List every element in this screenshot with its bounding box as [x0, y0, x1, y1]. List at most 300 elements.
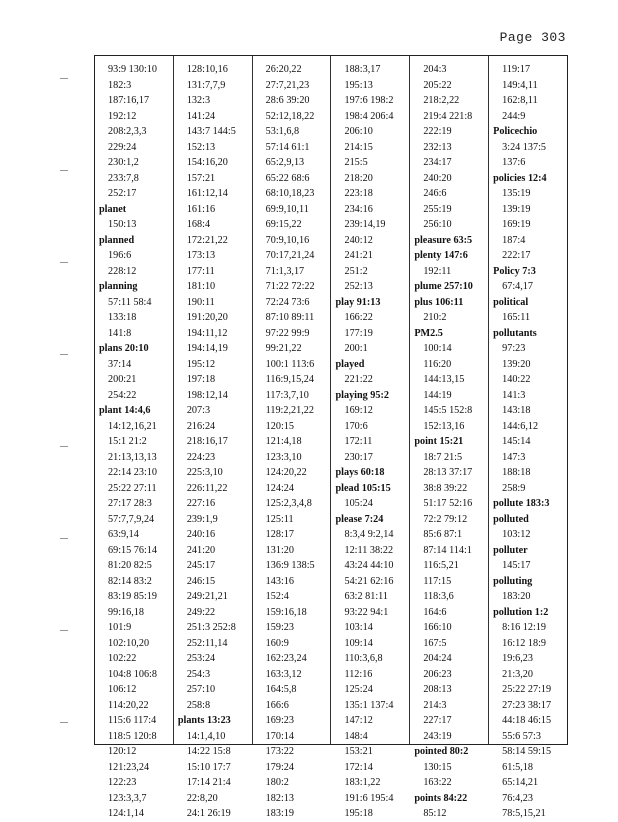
index-locator: 78:5,15,21 — [502, 808, 546, 819]
index-locator: 179:24 — [265, 761, 294, 773]
index-locator: 240:20 — [423, 172, 452, 184]
index-locator: 187:16,17 — [108, 95, 150, 106]
index-locator: 70:9,10,16 — [265, 234, 310, 246]
index-locator: 76:4,23 — [502, 792, 533, 804]
index-locator: 195:18 — [344, 808, 373, 819]
index-locator: 222:17 — [502, 250, 531, 261]
index-locator: 102:10,20 — [108, 637, 150, 649]
index-locator: 44:18 46:15 — [502, 715, 552, 726]
index-locator: 233:7,8 — [108, 172, 139, 184]
index-locator: 140:22 — [502, 374, 531, 385]
index-locator: 130:15 — [423, 761, 452, 773]
index-locator: 65:14,21 — [502, 777, 539, 788]
index-locator: 128:10,16 — [186, 64, 228, 75]
index-locator: 65:22 68:6 — [265, 172, 310, 184]
index-locator: 145:14 — [502, 436, 531, 447]
index-locator: 164:6 — [423, 606, 447, 618]
index-locator: 17:14 21:4 — [186, 777, 231, 788]
index-locator: 207:3 — [186, 405, 211, 416]
index-locator: 252:11,14 — [186, 637, 228, 649]
index-locator: 177:19 — [344, 327, 373, 339]
index-locator: 255:19 — [423, 203, 452, 215]
index-locator: 229:24 — [108, 141, 137, 153]
index-locator: 99:16,18 — [108, 606, 144, 618]
index-locator: 15:1 21:2 — [108, 436, 147, 447]
margin-tick — [60, 354, 68, 355]
index-locator: 252:17 — [108, 188, 137, 199]
index-headword: plenty 147:6 — [414, 250, 468, 261]
index-locator: 152:13,16 — [423, 420, 465, 432]
index-locator: 168:4 — [186, 219, 211, 230]
index-locator: 55:6 57:3 — [502, 730, 541, 742]
index-locator: 234:17 — [423, 157, 452, 168]
index-locator: 154:16,20 — [186, 157, 228, 168]
index-locator: 145:17 — [502, 560, 531, 571]
index-locator: 105:24 — [344, 498, 373, 509]
index-locator: 72:24 73:6 — [265, 296, 310, 308]
index-locator: 54:21 62:16 — [344, 575, 394, 587]
index-locator: 254:22 — [108, 389, 137, 401]
index-locator: 181:10 — [186, 281, 216, 292]
index-locator: 97:22 99:9 — [265, 327, 310, 339]
index-locator: 218:2,22 — [423, 95, 460, 106]
index-locator: 52:12,18,22 — [265, 110, 315, 122]
index-locator: 245:17 — [186, 560, 216, 571]
index-locator: 25:22 27:11 — [108, 482, 157, 494]
index-locator: 170:14 — [265, 730, 294, 742]
index-column-1 — [95, 56, 173, 819]
index-locator: 116:9,15,24 — [265, 374, 314, 385]
index-locator: 53:1,6,8 — [265, 126, 300, 137]
index-locator: 153:21 — [344, 746, 373, 757]
index-locator: 117:3,7,10 — [265, 389, 309, 401]
index-locator: 232:13 — [423, 141, 452, 153]
index-locator: 252:13 — [344, 281, 373, 292]
index-headword: plead 105:15 — [335, 482, 391, 494]
index-locator: 24:1 26:19 — [186, 808, 231, 819]
index-locator: 121:4,18 — [265, 436, 302, 447]
index-locator: 118:3,6 — [423, 591, 454, 602]
index-locator: 57:14 61:1 — [265, 141, 310, 153]
index-locator: 183:20 — [502, 591, 531, 602]
index-locator: 14:1,4,10 — [186, 730, 226, 742]
index-locator: 163:22 — [423, 777, 452, 788]
margin-tick — [60, 78, 68, 79]
index-locator: 173:22 — [265, 746, 294, 757]
index-locator: 104:8 106:8 — [108, 668, 157, 680]
index-locator: 147:12 — [344, 715, 373, 726]
index-locator: 177:11 — [186, 265, 215, 277]
index-locator: 116:20 — [423, 358, 452, 370]
index-locator: 241:20 — [186, 544, 216, 556]
index-locator: 197:18 — [186, 374, 216, 385]
index-locator: 81:20 82:5 — [108, 560, 152, 571]
index-headword: plume 257:10 — [414, 281, 473, 292]
index-locator: 120:12 — [108, 746, 137, 757]
index-locator: 227:16 — [186, 498, 216, 509]
index-locator: 191:20,20 — [186, 312, 228, 323]
index-locator: 246:6 — [423, 188, 447, 199]
index-headword: Policy 7:3 — [493, 265, 536, 277]
index-locator: 99:21,22 — [265, 343, 302, 354]
index-locator: 3:24 137:5 — [502, 141, 547, 153]
index-locator: 157:21 — [186, 172, 216, 184]
index-locator: 251:3 252:8 — [186, 622, 236, 633]
index-locator: 143:7 144:5 — [186, 126, 236, 137]
index-locator: 21:3,20 — [502, 668, 533, 680]
index-locator: 215:5 — [344, 157, 368, 168]
index-locator: 85:6 87:1 — [423, 529, 463, 540]
index-locator: 123:3,10 — [265, 451, 302, 463]
index-locator: 182:3 — [108, 79, 132, 91]
index-column-2 — [173, 56, 252, 819]
index-locator: 164:5,8 — [265, 684, 297, 695]
index-locator: 249:21,21 — [186, 591, 228, 602]
index-headword: plans 20:10 — [99, 343, 149, 354]
index-locator: 131:7,7,9 — [186, 79, 226, 91]
index-locator: 131:20 — [265, 544, 294, 556]
index-locator: 239:14,19 — [344, 219, 386, 230]
index-locator: 145:5 152:8 — [423, 405, 473, 416]
index-locator: 241:21 — [344, 250, 373, 261]
index-locator: 125:2,3,4,8 — [265, 498, 312, 509]
index-locator: 195:12 — [186, 358, 216, 370]
index-locator: 141:24 — [186, 110, 216, 122]
index-locator: 61:5,18 — [502, 761, 533, 773]
index-locator: 172:21,22 — [186, 234, 228, 246]
index-locator: 100:14 — [423, 343, 452, 354]
index-headword: political — [493, 296, 529, 308]
index-locator: 115:6 117:4 — [108, 715, 157, 726]
index-locator: 258:8 — [186, 699, 211, 711]
index-locator: 93:9 130:10 — [108, 64, 157, 75]
index-locator: 120:15 — [265, 420, 294, 432]
index-locator: 204:3 — [423, 64, 447, 75]
index-headword: pollute 183:3 — [493, 498, 550, 509]
index-locator: 165:11 — [502, 312, 531, 323]
index-locator: 192:12 — [108, 110, 137, 122]
index-locator: 221:22 — [344, 374, 373, 385]
index-locator: 22:8,20 — [186, 792, 218, 804]
index-locator: 14:22 15:8 — [186, 746, 231, 757]
index-locator: 112:16 — [344, 668, 373, 680]
index-locator: 258:9 — [502, 482, 526, 494]
index-locator: 222:19 — [423, 126, 452, 137]
index-locator: 198:4 206:4 — [344, 110, 394, 122]
index-locator: 240:16 — [186, 529, 216, 540]
index-locator: 18:7 21:5 — [423, 451, 463, 463]
index-locator: 67:4,17 — [502, 281, 533, 292]
index-locator: 256:10 — [423, 219, 452, 230]
index-headword: plays 60:18 — [335, 467, 385, 478]
index-locator: 150:13 — [108, 219, 137, 230]
index-locator: 161:12,14 — [186, 188, 228, 199]
index-locator: 144:6,12 — [502, 420, 539, 432]
index-locator: 206:23 — [423, 668, 452, 680]
index-locator: 188:3,17 — [344, 64, 381, 75]
index-locator: 166:10 — [423, 622, 452, 633]
index-headword: plus 106:11 — [414, 296, 464, 308]
index-locator: 194:14,19 — [186, 343, 228, 354]
index-locator: 43:24 44:10 — [344, 560, 394, 571]
index-headword: plants 13:23 — [177, 715, 231, 726]
index-locator: 172:11 — [344, 436, 373, 447]
index-locator: 103:14 — [344, 622, 373, 633]
index-locator: 208:2,3,3 — [108, 126, 147, 137]
index-locator: 192:11 — [423, 265, 452, 277]
index-locator: 97:23 — [502, 343, 526, 354]
word-index-table — [94, 55, 568, 819]
index-headword: planned — [99, 234, 135, 246]
index-locator: 57:11 58:4 — [108, 296, 152, 308]
index-locator: 253:24 — [186, 653, 216, 664]
index-locator: 103:12 — [502, 529, 531, 540]
index-locator: 141:8 — [108, 327, 132, 339]
index-locator: 169:19 — [502, 219, 531, 230]
index-locator: 58:14 59:15 — [502, 746, 552, 757]
index-locator: 100:1 113:6 — [265, 358, 315, 370]
index-locator: 162:8,11 — [502, 95, 538, 106]
index-locator: 170:6 — [344, 420, 368, 432]
index-locator: 124:20,22 — [265, 467, 307, 478]
index-locator: 195:13 — [344, 79, 373, 91]
index-headword: pointed 80:2 — [414, 746, 469, 757]
margin-tick — [60, 722, 68, 723]
index-locator: 124:1,14 — [108, 808, 144, 819]
index-locator: 102:22 — [108, 653, 137, 664]
index-locator: 169:12 — [344, 405, 373, 416]
index-locator: 200:1 — [344, 343, 368, 354]
index-locator: 162:23,24 — [265, 653, 307, 664]
index-locator: 8:16 12:19 — [502, 622, 547, 633]
margin-tick — [60, 630, 68, 631]
index-locator: 218:20 — [344, 172, 373, 184]
index-locator: 19:6,23 — [502, 653, 533, 664]
index-locator: 246:15 — [186, 575, 216, 587]
index-locator: 69:9,10,11 — [265, 203, 309, 215]
index-locator: 144:19 — [423, 389, 452, 401]
index-locator: 38:8 39:22 — [423, 482, 468, 494]
index-locator: 182:13 — [265, 792, 294, 804]
index-locator: 240:12 — [344, 234, 373, 246]
index-locator: 152:4 — [265, 591, 289, 602]
index-locator: 141:3 — [502, 389, 526, 401]
index-locator: 234:16 — [344, 203, 373, 215]
index-headword: polluting — [493, 575, 533, 587]
index-locator: 143:18 — [502, 405, 531, 416]
index-locator: 71:1,3,17 — [265, 265, 305, 277]
index-locator: 114:20,22 — [108, 699, 149, 711]
index-locator: 70:17,21,24 — [265, 250, 315, 261]
index-headword: play 91:13 — [335, 296, 381, 308]
index-locator: 244:9 — [502, 110, 526, 122]
index-headword: policies 12:4 — [493, 172, 547, 184]
index-locator: 173:13 — [186, 250, 216, 261]
index-headword: pollutants — [493, 327, 537, 339]
index-locator: 128:17 — [265, 529, 294, 540]
index-locator: 190:11 — [186, 296, 215, 308]
index-locator: 82:14 83:2 — [108, 575, 152, 587]
index-locator: 26:20,22 — [265, 64, 302, 75]
index-locator: 25:22 27:19 — [502, 684, 552, 695]
index-locator: 254:3 — [186, 668, 211, 680]
index-locator: 183:1,22 — [344, 777, 381, 788]
index-locator: 225:3,10 — [186, 467, 223, 478]
index-locator: 125:11 — [265, 513, 294, 525]
index-locator: 72:2 79:12 — [423, 513, 468, 525]
index-locator: 118:5 120:8 — [108, 730, 157, 742]
index-locator: 216:24 — [186, 420, 216, 432]
index-locator: 197:6 198:2 — [344, 95, 394, 106]
index-locator: 226:11,22 — [186, 482, 228, 494]
index-locator: 51:17 52:16 — [423, 498, 473, 509]
index-locator: 239:1,9 — [186, 513, 218, 525]
index-column-5 — [409, 56, 488, 819]
index-locator: 135:19 — [502, 188, 531, 199]
index-headword: Policechio — [493, 126, 538, 137]
index-locator: 121:23,24 — [108, 761, 150, 773]
index-locator: 223:18 — [344, 188, 373, 199]
index-locator: 218:16,17 — [186, 436, 228, 447]
index-locator: 87:14 114:1 — [423, 544, 472, 556]
index-locator: 123:3,3,7 — [108, 792, 147, 804]
index-locator: 161:16 — [186, 203, 216, 215]
index-headword: polluter — [493, 544, 528, 556]
index-locator: 16:12 18:9 — [502, 637, 547, 649]
index-locator: 125:24 — [344, 684, 373, 695]
index-locator: 198:12,14 — [186, 389, 228, 401]
index-headword: playing 95:2 — [335, 389, 389, 401]
index-locator: 214:3 — [423, 699, 447, 711]
index-locator: 68:10,18,23 — [265, 188, 315, 199]
index-locator: 159:16,18 — [265, 606, 307, 618]
index-locator: 224:23 — [186, 451, 216, 463]
index-locator: 206:10 — [344, 126, 373, 137]
index-locator: 205:22 — [423, 79, 452, 91]
index-locator: 132:3 — [186, 95, 211, 106]
index-locator: 204:24 — [423, 653, 452, 664]
index-locator: 137:6 — [502, 157, 526, 168]
margin-tick — [60, 170, 68, 171]
index-locator: 93:22 94:1 — [344, 606, 389, 618]
index-headword: pollution 1:2 — [493, 606, 549, 618]
index-locator: 187:4 — [502, 234, 526, 246]
index-locator: 227:17 — [423, 715, 452, 726]
index-locator: 63:9,14 — [108, 529, 139, 540]
index-locator: 101:9 — [108, 622, 132, 633]
margin-tick — [60, 446, 68, 447]
index-locator: 136:9 138:5 — [265, 560, 315, 571]
index-locator: 257:10 — [186, 684, 216, 695]
index-locator: 143:16 — [265, 575, 294, 587]
index-locator: 37:14 — [108, 358, 132, 370]
index-locator: 124:24 — [265, 482, 294, 494]
index-locator: 172:14 — [344, 761, 373, 773]
index-locator: 28:6 39:20 — [265, 95, 310, 106]
index-locator: 230:1,2 — [108, 157, 139, 168]
index-locator: 110:3,6,8 — [344, 653, 383, 664]
margin-tick — [60, 262, 68, 263]
index-locator: 116:5,21 — [423, 560, 459, 571]
index-locator: 200:21 — [108, 374, 137, 385]
index-locator: 69:15 76:14 — [108, 544, 157, 556]
index-locator: 14:12,16,21 — [108, 420, 157, 432]
index-locator: 210:2 — [423, 312, 447, 323]
index-locator: 122:23 — [108, 777, 137, 788]
index-locator: 109:14 — [344, 637, 373, 649]
index-locator: 228:12 — [108, 265, 137, 277]
index-locator: 144:13,15 — [423, 374, 465, 385]
index-headword: pleasure 63:5 — [414, 234, 473, 246]
index-locator: 22:14 23:10 — [108, 467, 157, 478]
index-locator: 21:13,13,13 — [108, 451, 157, 463]
index-locator: 83:19 85:19 — [108, 591, 157, 602]
index-locator: 87:10 89:11 — [265, 312, 315, 323]
index-headword: point 15:21 — [414, 436, 464, 447]
index-locator: 152:13 — [186, 141, 216, 153]
index-locator: 57:7,7,9,24 — [108, 513, 155, 525]
index-locator: 163:3,12 — [265, 668, 302, 680]
index-locator: 196:6 — [108, 250, 132, 261]
index-locator: 133:18 — [108, 312, 137, 323]
index-locator: 27:7,21,23 — [265, 79, 310, 91]
index-headword: plant 14:4,6 — [99, 405, 151, 416]
index-locator: 160:9 — [265, 637, 289, 649]
index-locator: 117:15 — [423, 575, 452, 587]
index-locator: 166:6 — [265, 699, 289, 711]
index-locator: 12:11 38:22 — [344, 544, 394, 556]
index-locator: 147:3 — [502, 451, 526, 463]
index-locator: 166:22 — [344, 312, 373, 323]
index-locator: 71:22 72:22 — [265, 281, 315, 292]
index-locator: 8:3,4 9:2,14 — [344, 529, 394, 540]
index-headword: played — [335, 358, 365, 370]
margin-tick — [60, 538, 68, 539]
index-column-6 — [488, 56, 567, 819]
index-locator: 139:20 — [502, 358, 531, 370]
index-locator: 159:23 — [265, 622, 294, 633]
index-locator: 219:4 221:8 — [423, 110, 473, 122]
index-locator: 148:4 — [344, 730, 368, 742]
index-locator: 191:6 195:4 — [344, 792, 394, 804]
index-locator: 135:1 137:4 — [344, 699, 394, 711]
index-headword: PM2.5 — [414, 327, 443, 339]
index-locator: 69:15,22 — [265, 219, 302, 230]
index-locator: 28:13 37:17 — [423, 467, 473, 478]
index-locator: 27:23 38:17 — [502, 699, 552, 711]
index-locator: 214:15 — [344, 141, 373, 153]
page-number: Page 303 — [499, 30, 566, 45]
index-locator: 167:5 — [423, 637, 447, 649]
index-locator: 251:2 — [344, 265, 368, 277]
index-column-3 — [252, 56, 331, 819]
index-locator: 180:2 — [265, 777, 289, 788]
index-headword: points 84:22 — [414, 792, 468, 804]
index-locator: 188:18 — [502, 467, 531, 478]
index-locator: 119:17 — [502, 64, 531, 75]
index-locator: 65:2,9,13 — [265, 157, 305, 168]
index-headword: planning — [99, 281, 138, 292]
index-locator: 249:22 — [186, 606, 216, 618]
index-headword: polluted — [493, 513, 529, 525]
index-locator: 149:4,11 — [502, 79, 538, 91]
index-column-4 — [330, 56, 409, 819]
index-locator: 208:13 — [423, 684, 452, 695]
index-headword: planet — [99, 203, 127, 215]
index-headword: please 7:24 — [335, 513, 384, 525]
index-locator: 63:2 81:11 — [344, 591, 388, 602]
index-locator: 15:10 17:7 — [186, 761, 231, 773]
